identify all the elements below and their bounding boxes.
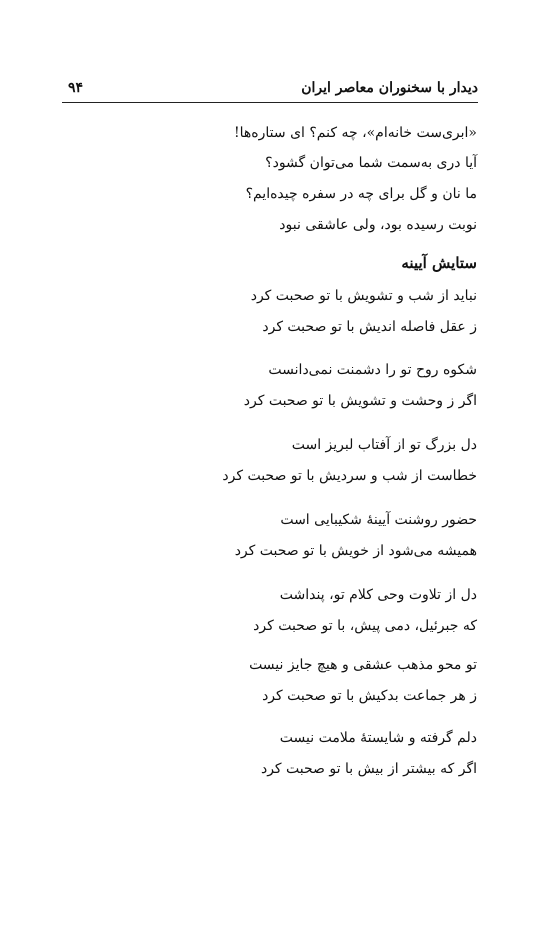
couplet-line: دل از تلاوت وحی کلام تو، پنداشت [279, 587, 477, 603]
couplet-line: حضور روشنت آیینهٔ شکیبایی است [280, 512, 477, 528]
couplet-line: که جبرئیل، دمی پیش، با تو صحبت کرد [253, 618, 477, 634]
intro-line: آیا دری به‌سمت شما می‌توان گشود؟ [265, 155, 477, 171]
couplet-line: نباید از شب و تشویش با تو صحبت کرد [250, 288, 477, 304]
couplet-line: تو محو مذهب عشقی و هیچ جایز نیست [249, 657, 477, 673]
couplet-line: همیشه می‌شود از خویش با تو صحبت کرد [234, 543, 477, 559]
couplet-line: ز عقل فاصله اندیش با تو صحبت کرد [262, 319, 477, 335]
page-header [62, 80, 478, 103]
couplet-line: اگر که بیشتر از بیش با تو صحبت کرد [260, 761, 477, 777]
intro-line: ما نان و گل برای چه در سفره چیده‌ایم؟ [245, 186, 477, 202]
couplet-line: شکوه روح تو را دشمنت نمی‌دانست [268, 362, 477, 378]
running-title: دیدار با سخنوران معاصر ایران [301, 80, 478, 96]
page-number: ۹۴ [68, 80, 84, 96]
couplet-line: ز هر جماعت بدکیش با تو صحبت کرد [262, 688, 477, 704]
couplet-line: خطاست از شب و سردیش با تو صحبت کرد [222, 468, 477, 484]
couplet-line: اگر ز وحشت و تشویش با تو صحبت کرد [243, 393, 477, 409]
poem-title: ستایش آیینه [401, 254, 477, 272]
couplet-line: دل بزرگ تو از آفتاب لبریز است [291, 437, 477, 453]
couplet-line: دلم گرفته و شایستهٔ ملامت نیست [279, 730, 477, 746]
intro-line: «ابری‌ست خانه‌ام»، چه کنم؟ ای ستاره‌ها! [234, 125, 477, 141]
intro-line: نوبت رسیده بود، ولی عاشقی نبود [279, 217, 477, 233]
